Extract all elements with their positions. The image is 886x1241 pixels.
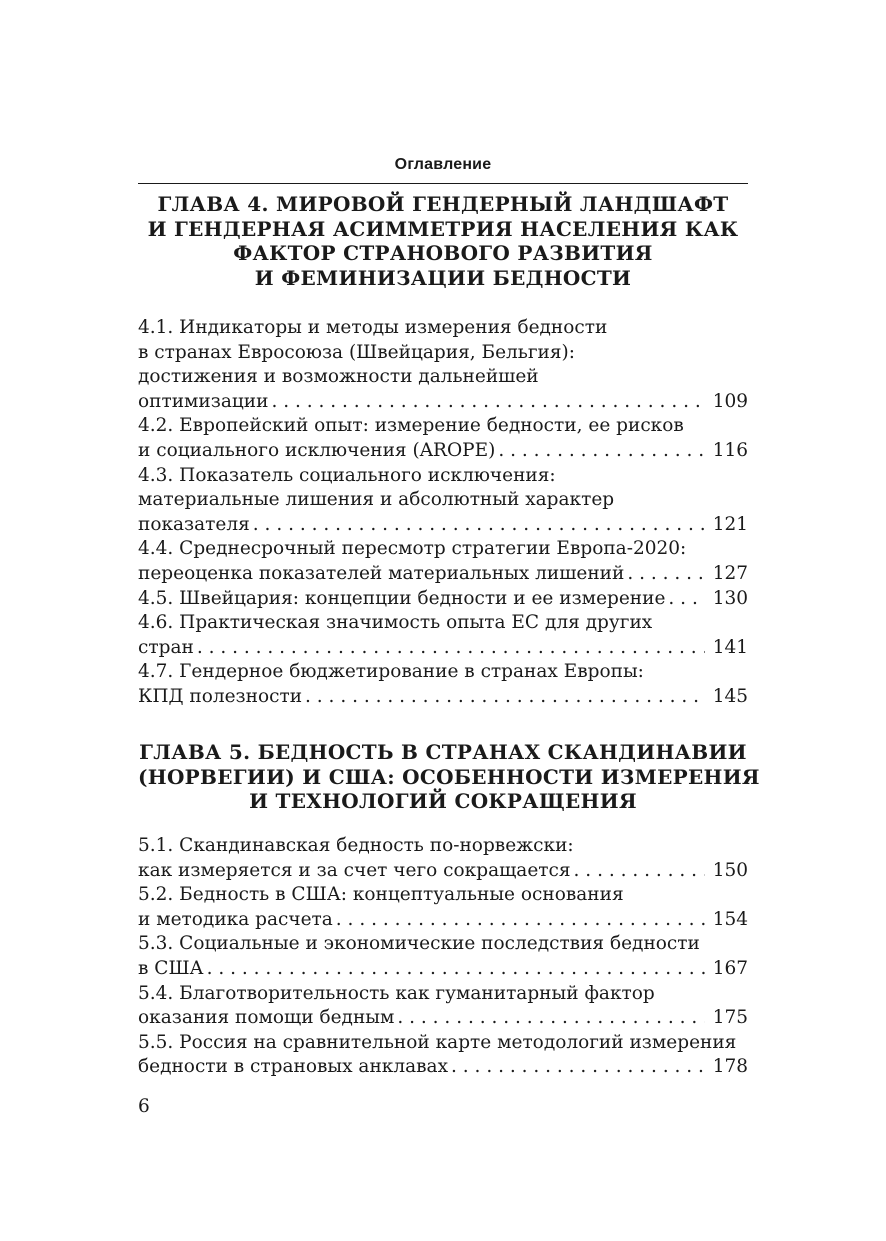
entry-line: материальные лишения и абсолютный характер: [138, 489, 615, 511]
header-rule: [138, 183, 748, 184]
toc-entry-5-1[interactable]: [138, 834, 748, 883]
entry-line: 5.4. Благотворительность как гуманитарный фактор: [138, 982, 655, 1004]
entry-line: 4.4. Среднесрочный пересмотр стратегии Европа-2020:: [138, 538, 687, 560]
entry-line: 5.1. Скандинавская бедность по-норвежски:: [138, 835, 574, 856]
chapter-title-line: И ТЕХНОЛОГИЙ СОКРАЩЕНИЯ: [249, 789, 637, 813]
dot-leader: [194, 636, 705, 661]
entry-line: показателя: [138, 513, 250, 535]
dot-leader: [268, 390, 704, 415]
chapter-4-title: [138, 192, 748, 290]
page-number: 154: [712, 908, 748, 930]
toc-entry-5-3[interactable]: [138, 932, 748, 981]
entry-line: 5.5. Россия на сравнительной карте методологий измерения: [138, 1031, 737, 1053]
entry-line: как измеряется и за счет чего сокращается: [138, 859, 571, 881]
dot-leader: [250, 513, 705, 538]
toc-entry-5-5[interactable]: [138, 1031, 748, 1080]
entry-line: и социального исключения (AROPE): [138, 439, 496, 461]
page-number: 150: [712, 859, 748, 881]
page-number: 130: [712, 587, 748, 609]
page-number: 167: [712, 957, 748, 979]
toc-entry-4-6[interactable]: [138, 611, 748, 660]
entry-line: 4.6. Практическая значимость опыта ЕС для других: [138, 612, 653, 634]
toc-entry-4-1[interactable]: [138, 316, 748, 414]
toc-entry-5-2[interactable]: [138, 883, 748, 932]
chapter-title-line: И ФЕМИНИЗАЦИИ БЕДНОСТИ: [254, 265, 632, 290]
chapter-title-line: ФАКТОР СТРАНОВОГО РАЗВИТИЯ: [233, 241, 653, 265]
entry-line: и методика расчета: [138, 908, 333, 930]
dot-leader: [302, 685, 705, 710]
page-number: 116: [712, 439, 748, 461]
entry-line: переоценка показателей материальных лишений: [138, 562, 625, 584]
page-number: 175: [712, 1007, 748, 1029]
chapter-title-line: И ГЕНДЕРНАЯ АСИММЕТРИЯ НАСЕЛЕНИЯ КАК: [147, 216, 739, 241]
entry-line: 5.3. Социальные и экономические последствия бедности: [138, 933, 700, 955]
dot-leader: [448, 1055, 705, 1080]
page-number: 109: [712, 390, 748, 412]
entry-line: в странах Евросоюза (Швейцария, Бельгия):: [138, 341, 576, 363]
dot-leader: [394, 1006, 704, 1031]
page-number: 127: [712, 562, 748, 584]
chapter-title-line: ГЛАВА 4. МИРОВОЙ ГЕНДЕРНЫЙ ЛАНДШАФТ: [157, 192, 729, 216]
page-number: 121: [712, 513, 748, 535]
document-page: [138, 0, 760, 1241]
dot-leader: [571, 859, 705, 884]
entry-line: 4.1. Индикаторы и методы измерения бедности: [138, 317, 608, 338]
entry-line: в США: [138, 957, 204, 979]
toc-entry-4-3[interactable]: [138, 464, 748, 538]
dot-leader: [333, 908, 705, 933]
toc-entry-4-7[interactable]: [138, 660, 748, 709]
chapter-title-line: (НОРВЕГИИ) И США: ОСОБЕННОСТИ ИЗМЕРЕНИЯ: [138, 764, 760, 789]
chapter-title-line: ГЛАВА 5. БЕДНОСТЬ В СТРАНАХ СКАНДИНАВИИ: [139, 740, 747, 764]
chapter-4-entries: [138, 316, 748, 710]
entry-line: 4.3. Показатель социального исключения:: [138, 464, 556, 486]
toc-entry-4-4[interactable]: [138, 537, 748, 586]
entry-line: 4.5. Швейцария: концепции бедности и ее измерение: [138, 587, 666, 609]
dot-leader: [624, 562, 704, 587]
folio-page-number: 6: [138, 1096, 150, 1117]
page-number: 178: [712, 1056, 748, 1078]
chapter-5-title: [138, 740, 760, 814]
dot-leader: [495, 439, 704, 464]
chapter-5-entries: [138, 834, 748, 1080]
toc-entry-4-2[interactable]: [138, 414, 748, 463]
entry-line: оптимизации: [138, 390, 269, 412]
toc-entry-5-4[interactable]: [138, 982, 748, 1031]
page-number: 145: [712, 685, 748, 707]
entry-line: КПД полезности: [138, 685, 303, 707]
running-head: Оглавление: [394, 156, 492, 173]
entry-line: стран: [138, 636, 194, 658]
entry-line: оказания помощи бедным: [138, 1007, 395, 1029]
entry-line: бедности в страновых анклавах: [138, 1056, 449, 1078]
page-number: 141: [712, 636, 748, 658]
entry-line: достижения и возможности дальнейшей: [138, 366, 539, 388]
dot-leader: [204, 957, 705, 982]
entry-line: 4.2. Европейский опыт: измерение бедности, ее рисков: [138, 415, 684, 437]
toc-entry-4-5[interactable]: [138, 587, 748, 612]
dot-leader: [665, 587, 704, 612]
entry-line: 4.7. Гендерное бюджетирование в странах Европы:: [138, 661, 644, 683]
entry-line: 5.2. Бедность в США: концептуальные основания: [138, 884, 624, 906]
